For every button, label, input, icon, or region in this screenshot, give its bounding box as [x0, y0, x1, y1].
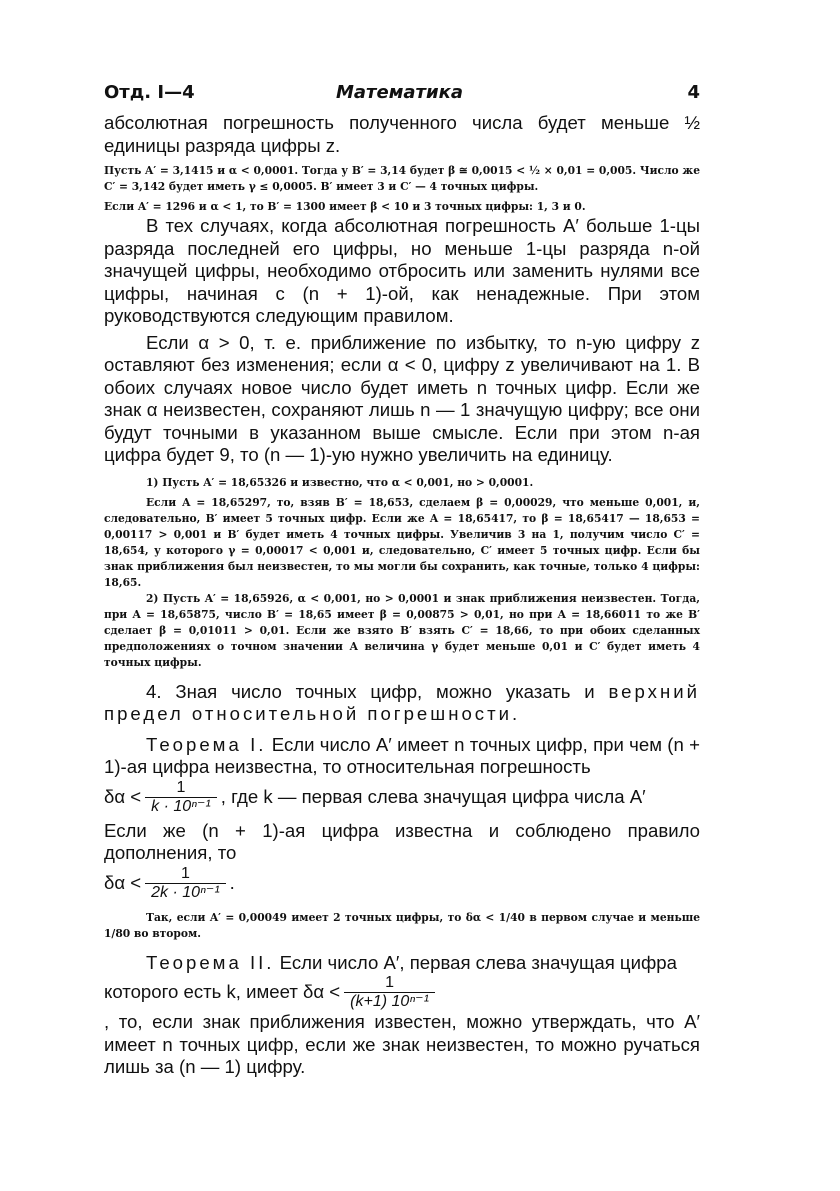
formula-2-end: . — [229, 871, 235, 893]
page — [104, 82, 700, 1079]
paragraph-4-emphasis: верхний предел относительной погрешности. — [104, 680, 700, 724]
paragraph-3: Если α > 0, т. е. приближение по избытку, то n-ую цифру z оставляют без изменения; если α < 0, цифру z увеличивают на 1. В обоих случаях новое число будет иметь n точных цифр. Если же знак α неизвестен, сохраняют лишь n — 1 значущую цифру; все они будут точными в указанном выше смысле. Если при этом n-ая цифра будет 9, то (n — 1)-ую нужно увеличить на единицу. — [104, 331, 700, 465]
theorem-1-label: Теорема I. — [146, 733, 267, 755]
formula-3-lhs: δα < — [303, 981, 341, 1003]
formula-1-lhs: δα < — [104, 785, 142, 807]
paragraph-4 — [104, 681, 700, 726]
formula-3-pre: которого есть k, имеет — [104, 981, 298, 1003]
example-4: Если A = 18,65297, то, взяв B′ = 18,653, сделаем β = 0,00029, что меньше 0,001, и, следовательно, B′ имеет 5 точных цифр. Если же A = 18,65417, то β = 18,65417 — 18,653 = 0,00117 > 0,001 и B′ будет иметь 4 точных цифры. Увеличив 3 на 1, получим число C′ = 18,654, у которого γ = 0,00017 < 0,001 и, следовательно, C′ имеет 5 точных цифр. Если бы знак приближения был неизвестен, то мы могли бы сохранить, как точные, только 4 цифры: 18,65. — [104, 495, 700, 589]
formula-2-numerator: 1 — [180, 864, 190, 882]
theorem-2-text: Если число A′, первая слева значущая цифра — [279, 951, 677, 973]
theorem-1 — [104, 734, 700, 779]
theorem-1-text: Если число A′ имеет n точных цифр, при чем (n + 1)-ая цифра неизвестна, то относительная погрешность — [104, 733, 700, 777]
formula-1-fraction — [145, 779, 217, 816]
paragraph-2: В тех случаях, когда абсолютная погрешность A′ больше 1-цы разряда последней его цифры, но меньше 1-цы разряда n-ой значущей цифры, необходимо отбросить или заменить нулями все цифры, начиная с (n + 1)-ой, как ненадежные. При этом руководствуются следующим правилом. — [104, 215, 700, 326]
theorem-1-formula-2 — [104, 865, 700, 902]
theorem-2-label: Теорема II. — [146, 951, 275, 973]
theorem-2 — [104, 952, 700, 975]
formula-1-denominator: k · 10ⁿ⁻¹ — [145, 797, 217, 816]
formula-1-rhs: , где k — первая слева значущая цифра числа A′ — [220, 785, 646, 807]
section-label: Отд. I—4 — [104, 82, 195, 103]
paragraph-4-text: Зная число точных цифр, можно указать и — [175, 680, 595, 702]
formula-3-fraction — [344, 974, 435, 1011]
formula-2-lhs: δα < — [104, 871, 142, 893]
paragraph-4-number: 4. — [146, 680, 162, 702]
page-number: 4 — [687, 82, 700, 103]
running-title: Математика — [336, 82, 463, 103]
example-5: 2) Пусть A′ = 18,65926, α < 0,001, но > 0,0001 и знак приближения неизвестен. Тогда, при A = 18,65875, число B′ = 18,65 имеет β = 0,00875 > 0,01, но при A = 18,66011 то же B′ сделает β = 0,01011 > 0,01. Если же взято B′ взять C′ = 18,66, то при обоих сделанных предположениях о точном значении A величина γ будет меньше 0,01 и C′ будет иметь 4 точных цифры. — [104, 591, 700, 669]
formula-3-numerator: 1 — [385, 974, 394, 991]
paragraph-1: абсолютная погрешность полученного числа будет меньше ½ единицы разряда цифры z. — [104, 112, 700, 156]
example-1: Пусть A′ = 3,1415 и α < 0,0001. Тогда у B′ = 3,14 будет β ≅ 0,0015 < ½ × 0,01 = 0,005. Число же C′ = 3,142 будет иметь γ ≤ 0,0005. B′ имеет 3 и C′ — 4 точных цифры. — [104, 164, 700, 193]
formula-2-fraction — [145, 865, 226, 902]
example-2: Если A′ = 1296 и α < 1, то B′ = 1300 имеет β < 10 и 3 точных цифры: 1, 3 и 0. — [104, 200, 586, 213]
example-6: Так, если A′ = 0,00049 имеет 2 точных цифры, то δα < 1/40 в первом случае и меньше 1/80 во втором. — [104, 910, 700, 940]
theorem-1-continuation: Если же (n + 1)-ая цифра известна и соблюдено правило дополнения, то — [104, 819, 700, 863]
formula-2-denominator: 2k · 10ⁿ⁻¹ — [145, 883, 226, 902]
theorem-2-formula — [104, 974, 700, 1011]
theorem-1-formula — [104, 779, 700, 816]
example-3: 1) Пусть A′ = 18,65326 и известно, что α < 0,001, но > 0,0001. — [146, 475, 534, 489]
formula-1-numerator: 1 — [176, 778, 186, 796]
formula-3-denominator: (k+1) 10ⁿ⁻¹ — [344, 992, 435, 1011]
theorem-2-conclusion: , то, если знак приближения известен, можно утверждать, что A′ имеет n точных цифр, если же знак неизвестен, то можно ручаться лишь за (n — 1) цифру. — [104, 1011, 700, 1077]
page-header — [104, 82, 700, 112]
